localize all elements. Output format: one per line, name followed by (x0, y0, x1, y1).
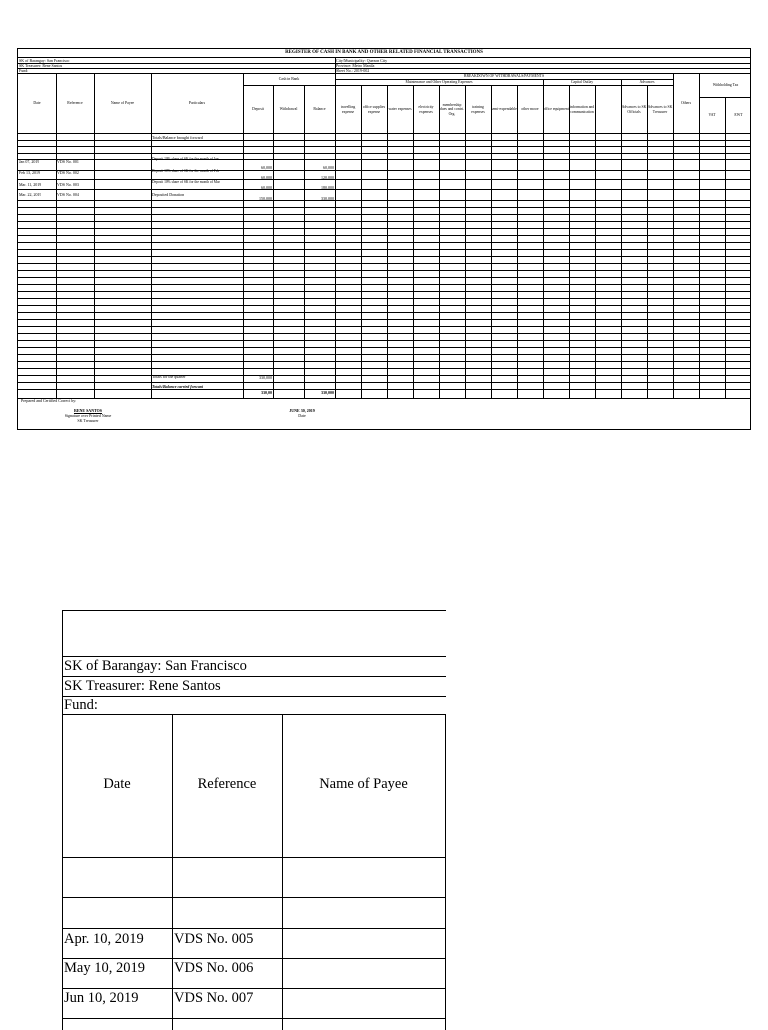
register-row-line (18, 312, 751, 313)
register-row-line (18, 368, 751, 369)
register-row-line (18, 305, 751, 306)
register-row-line (18, 214, 751, 215)
register-row-line (18, 340, 751, 341)
deposit-header: Deposit (252, 107, 264, 112)
register-row-line (18, 375, 751, 376)
carried-forward-balance: 330,000 (321, 390, 334, 395)
row-balance: 120,000 (321, 175, 334, 180)
totals-quarter-deposit: 330,000 (259, 375, 272, 380)
register-row-line (18, 284, 751, 285)
register-row-line (18, 242, 751, 243)
register-row-line (18, 140, 751, 141)
zoom-reference-header: Reference (197, 776, 257, 792)
carried-forward-label: Totals/Balance carried forward (152, 384, 204, 389)
row-particulars: Deposit 10% share of SK for the month of Mar (152, 180, 220, 184)
particulars-header: Particulars (188, 101, 206, 106)
register-row-line (18, 277, 751, 278)
row-deposit: 60,000 (261, 175, 272, 180)
register-row-line (18, 333, 751, 334)
membership-header: membership dues and contri. Org. (439, 102, 465, 116)
zoom-treasurer-info: SK Treasurer: Rene Santos (64, 678, 221, 694)
register-row-line (18, 228, 751, 229)
register-row-line (18, 170, 751, 171)
register-row-line (18, 354, 751, 355)
register-row-line (18, 200, 751, 201)
zoom-payee-header: Name of Payee (319, 776, 408, 792)
office-equipment-header: office equipment (543, 107, 569, 112)
register-row-line (18, 235, 751, 236)
register-row-line (18, 389, 751, 390)
register-row-line (18, 361, 751, 362)
register-row-line (18, 298, 751, 299)
office-supplies-header: office supplies expense (362, 105, 386, 114)
totals-quarter-label: Totals for the quarter (152, 374, 186, 379)
cash-in-bank-header: Cash in Bank (278, 77, 300, 82)
zoom-date-header: Date (103, 776, 131, 792)
prepared-by-label: Prepared and Certified Correct by: (21, 398, 77, 403)
treasurer-info: SK Treasurer: Rene Santos (19, 63, 63, 68)
zoom-fund-info: Fund: (64, 697, 98, 713)
water-header: water expenses (388, 107, 412, 112)
register-row-line (18, 326, 751, 327)
zoom-row-date: Apr. 10, 2019 (64, 931, 144, 947)
register-row-line (18, 347, 751, 348)
register-row-line (18, 382, 751, 383)
row-deposit: 150,000 (259, 196, 272, 201)
zoom-row-date: May 10, 2019 (64, 960, 145, 976)
row-reference: VDS No. 002 (57, 170, 79, 175)
brought-forward-label: Totals/Balance brought forward (152, 135, 203, 140)
date-caption: Date (298, 413, 306, 418)
row-reference: VDS No. 004 (57, 192, 79, 197)
row-date: Mar. 11, 2019 (19, 182, 42, 187)
register-row-line (18, 207, 751, 208)
row-particulars: Deposit 10% share of SK for the month of Jan (152, 157, 219, 161)
row-reference: VDS No. 003 (57, 182, 79, 187)
sheet-info: Sheet No.: 2019-002 (336, 68, 370, 73)
city-info: City/Municipality: Quezon City (336, 58, 388, 63)
zoom-barangay-info: SK of Barangay: San Francisco (64, 658, 247, 674)
payee-header: Name of Payee (110, 101, 135, 106)
semi-expendable-header: semi-expendable (491, 107, 517, 112)
vat-header: VAT (708, 113, 716, 118)
signer-name: RENE SANTOS (73, 408, 103, 413)
row-balance: 330,000 (321, 196, 334, 201)
register-title: REGISTER OF CASH IN BANK AND OTHER RELATED FINANCIAL TRANSACTIONS (18, 49, 750, 58)
reference-header: Reference (67, 101, 83, 106)
row-particulars: Deposited Donation (152, 192, 185, 197)
date-value: JUNE 30, 2019 (289, 408, 315, 413)
row-balance: 60,000 (323, 165, 334, 170)
register-row-line (18, 249, 751, 250)
zoom-row-reference: VDS No. 005 (174, 931, 254, 947)
mooe-header: Maintenance and Other Operating Expenses (405, 79, 473, 84)
row-date: Feb 13, 2019 (19, 170, 40, 175)
barangay-info: SK of Barangay: San Francisco (19, 58, 70, 63)
cash-register-sheet (17, 48, 751, 430)
register-row-line (18, 179, 751, 180)
row-particulars: Deposit 10% share of SK for the month of Feb (152, 169, 220, 173)
date-header: Date (33, 101, 41, 106)
training-header: training expenses (471, 105, 485, 114)
province-info: Province: Metro Manila (336, 63, 375, 68)
register-row-line (18, 153, 751, 154)
fund-info: Fund: (19, 68, 29, 73)
register-row-line (18, 189, 751, 190)
breakdown-header: BREAKDOWN OF WITHDRAWALS/PAYMENTS (463, 73, 545, 78)
others-header: Others (680, 101, 692, 106)
information-header: information and communication (569, 105, 595, 114)
carried-forward-deposit: 330,00 (261, 390, 272, 395)
row-deposit: 60,000 (261, 185, 272, 190)
adv-treasurer-header: Advances to SK Treasurer (647, 105, 673, 114)
withholding-header: Withholding Tax (712, 83, 739, 88)
balance-header: Balance (313, 107, 326, 112)
register-row-line (18, 159, 751, 160)
signer-caption: Signature over Printed Name (64, 413, 112, 418)
register-row-line (18, 256, 751, 257)
electricity-header: electricity expenses (418, 105, 434, 114)
register-row-line (18, 221, 751, 222)
register-row-line (18, 263, 751, 264)
row-balance: 180,000 (321, 185, 334, 190)
other-mooe-header: other mooe (521, 107, 539, 112)
zoom-row-reference: VDS No. 007 (174, 990, 254, 1006)
register-row-line (18, 270, 751, 271)
row-date: Jan 07, 2019 (19, 159, 40, 164)
ewt-header: EWT (734, 113, 743, 118)
signer-title: SK Treasurer (77, 418, 99, 423)
row-deposit: 60,000 (261, 165, 272, 170)
travelling-header: travelling expense (340, 105, 356, 114)
adv-officials-header: Advances to SK Officials (621, 105, 647, 114)
withdrawal-header: Withdrawal (279, 107, 298, 112)
register-row-line (18, 319, 751, 320)
row-reference: VDS No. 001 (57, 159, 79, 164)
row-date: Mar. 22, 2019 (19, 192, 42, 197)
advances-header: Advances (639, 79, 655, 84)
register-row-line (18, 146, 751, 147)
register-row-line (18, 291, 751, 292)
capital-outlay-header: Capital Outlay (570, 79, 594, 84)
zoomed-register-detail (62, 610, 446, 1030)
zoom-row-reference: VDS No. 006 (174, 960, 254, 976)
zoom-row-date: Jun 10, 2019 (64, 990, 139, 1006)
